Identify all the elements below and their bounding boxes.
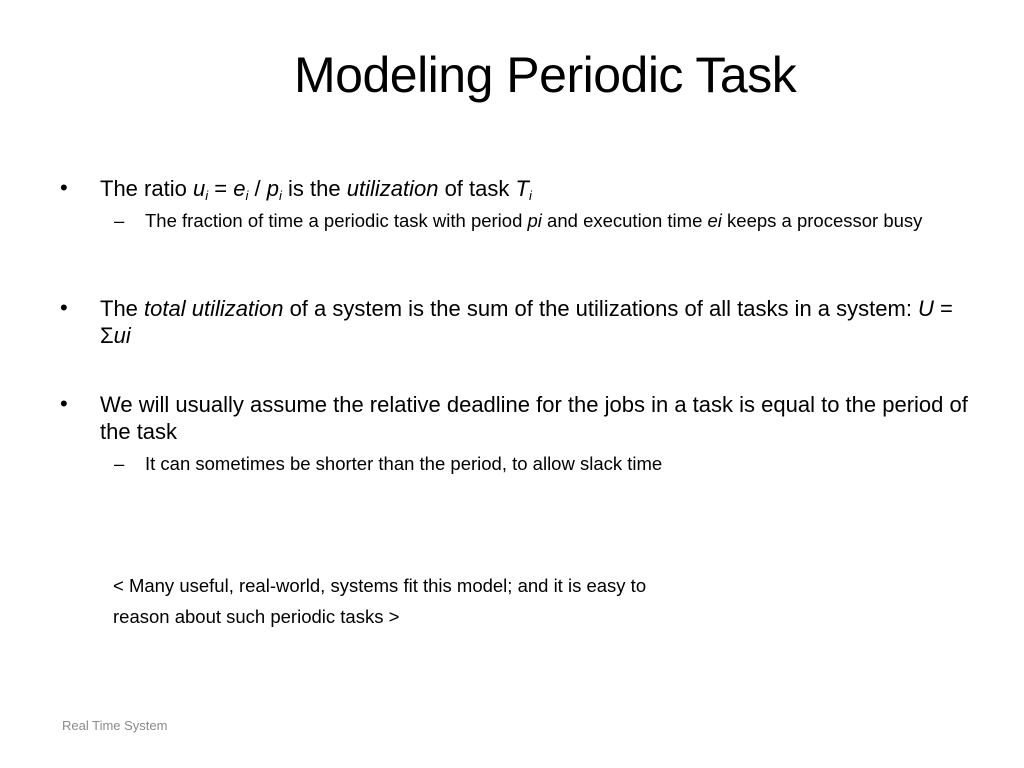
bullet-marker: • — [60, 391, 68, 416]
dash-marker: – — [114, 453, 125, 474]
slide-title: Modeling Periodic Task — [294, 47, 797, 103]
note-line-1: < Many useful, real-world, systems fit this model; and it is easy to — [113, 575, 647, 596]
bullet-total-utilization: • The total utilization of a system is the sum of the utilizations of all tasks in a system: U = Σui — [60, 295, 953, 348]
bullet-marker: • — [60, 175, 68, 200]
sub-bullet-slack-time: – It can sometimes be shorter than the period, to allow slack time — [114, 453, 663, 474]
sub-bullet-fraction-of-time: – The fraction of time a periodic task with period pi and execution time ei keeps a processor busy — [114, 210, 923, 231]
bullet-marker: • — [60, 295, 68, 320]
bullet-relative-deadline: • We will usually assume the relative deadline for the jobs in a task is equal to the period of the task — [60, 391, 968, 444]
dash-marker: – — [114, 210, 125, 231]
note-line-2: reason about such periodic tasks > — [113, 606, 400, 627]
bullet-utilization-ratio: • The ratio $u_i = e_i / p_i$ is the utilization of task $T_i$ — [60, 175, 532, 203]
footer-text: Real Time System — [62, 718, 168, 733]
